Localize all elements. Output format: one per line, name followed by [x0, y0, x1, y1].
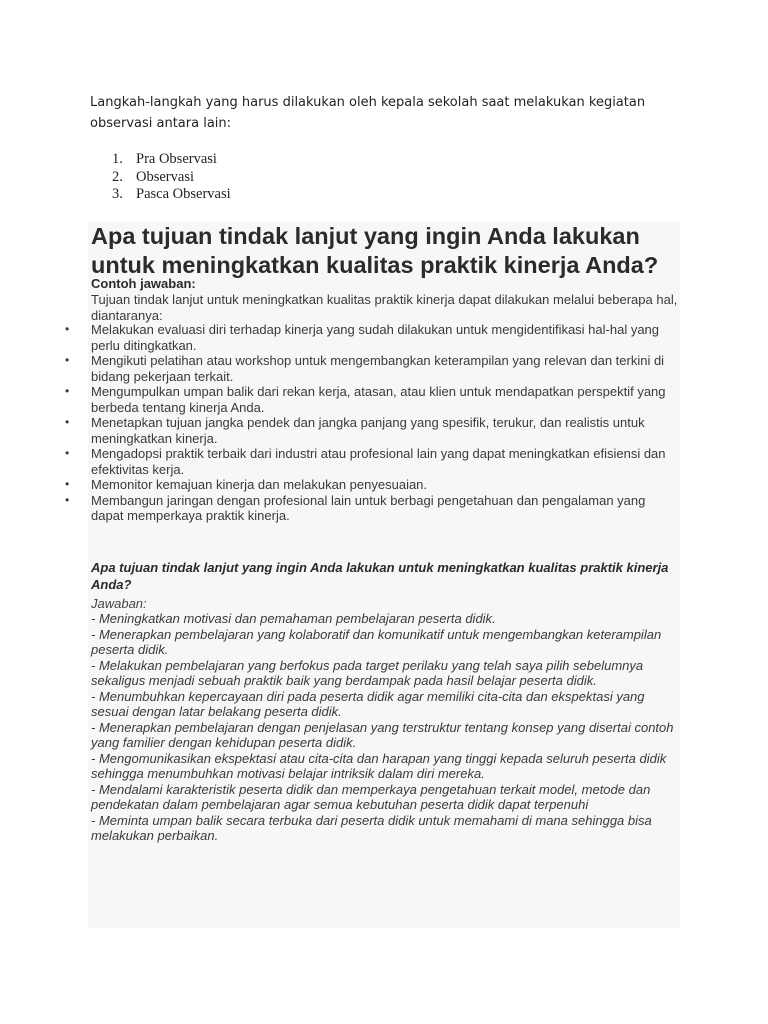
section2-answer-label: Jawaban:: [91, 596, 147, 611]
bullet-icon: •: [65, 477, 70, 491]
list-item: [65, 477, 681, 493]
bullet-text: Membangun jaringan dengan profesional lain untuk berbagi pengetahuan dan pengalaman yang dapat memperkaya praktik kinerja.: [91, 492, 646, 523]
step-text: Pra Observasi: [136, 151, 217, 167]
bullet-text: Mengumpulkan umpan balik dari rekan kerja, atasan, atau klien untuk mendapatkan perspektif yang berbeda tentang kinerja Anda.: [91, 384, 666, 415]
bullet-text: Melakukan evaluasi diri terhadap kinerja yang sudah dilakukan untuk mengidentifikasi hal-hal yang perlu ditingkatkan.: [91, 322, 660, 353]
section1-intro: Tujuan tindak lanjut untuk meningkatkan kualitas praktik kinerja dapat dilakukan melalui beberapa hal, diantaranya:: [91, 292, 678, 323]
list-item: [112, 186, 231, 204]
bullet-icon: •: [65, 446, 70, 460]
bullet-text: Menetapkan tujuan jangka pendek dan jangka panjang yang spesifik, terukur, dan realistis untuk meningkatkan kinerja.: [91, 415, 645, 446]
section2-heading: Apa tujuan tindak lanjut yang ingin Anda lakukan untuk meningkatkan kualitas praktik kinerja Anda?: [91, 560, 669, 592]
step-text: Observasi: [136, 168, 194, 185]
list-item: [65, 492, 681, 524]
section1-answer-label: Contoh jawaban:: [91, 276, 196, 291]
list-item: [65, 353, 681, 384]
list-item: - Meningkatkan motivasi dan pemahaman pembelajaran peserta didik.: [91, 611, 496, 626]
step-text: Pasca Observasi: [136, 186, 231, 202]
list-item: - Menerapkan pembelajaran yang kolaboratif dan komunikatif untuk mengembangkan keterampilan peserta didik.: [91, 626, 662, 657]
section2-answer-list: [91, 611, 683, 844]
list-item: - Mengomunikasikan ekspektasi atau cita-cita dan harapan yang tinggi kepada seluruh peserta didik sehingga menumbuhkan motivasi belajar intriksik dalam diri mereka.: [91, 750, 667, 781]
list-item: - Melakukan pembelajaran yang berfokus pada target perilaku yang telah saya pilih sebelumnya sekaligus menjadi sebuah praktik baik yang berdampak pada hasil belajar peserta didik.: [91, 657, 644, 688]
step-number: 2.: [112, 168, 123, 185]
list-item: [65, 415, 681, 446]
list-item: [65, 446, 681, 477]
bullet-text: Memonitor kemajuan kinerja dan melakukan penyesuaian.: [91, 477, 428, 492]
list-item: - Meminta umpan balik secara terbuka dari peserta didik untuk memahami di mana sehingga bisa melakukan perbaikan.: [91, 812, 652, 843]
bullet-icon: •: [65, 353, 70, 367]
list-item: [65, 384, 681, 415]
list-item: - Menerapkan pembelajaran dengan penjelasan yang terstruktur tentang konsep yang disertai contoh yang familier dengan kehidupan peserta didik.: [91, 719, 674, 750]
bullet-icon: •: [65, 384, 70, 398]
bullet-text: Mengikuti pelatihan atau workshop untuk mengembangkan keterampilan yang relevan dan terkini di bidang pekerjaan terkait.: [91, 353, 665, 384]
observation-steps-list: [112, 151, 231, 204]
list-item: [112, 151, 231, 169]
step-number: 1.: [112, 151, 123, 167]
step-number: 3.: [112, 186, 123, 202]
bullet-icon: •: [65, 415, 70, 429]
list-item: - Mendalami karakteristik peserta didik dan memperkaya pengetahuan terkait model, metode dan pendekatan dalam pembelajaran agar semua kebutuhan peserta didik dapat terpenuhi: [91, 781, 651, 812]
list-item: - Menumbuhkan kepercayaan diri pada peserta didik agar memiliki cita-cita dan ekspektasi yang sesuai dengan latar belakang peserta didik.: [91, 688, 645, 719]
section1-heading: Apa tujuan tindak lanjut yang ingin Anda lakukan untuk meningkatkan kualitas praktik kinerja Anda?: [91, 223, 659, 278]
section1-bullet-list: [65, 322, 681, 524]
intro-paragraph: Langkah-langkah yang harus dilakukan oleh kepala sekolah saat melakukan kegiatan observasi antara lain:: [90, 95, 646, 131]
bullet-icon: •: [65, 492, 70, 507]
list-item: [65, 322, 681, 353]
bullet-text: Mengadopsi praktik terbaik dari industri atau profesional lain yang dapat meningkatkan efisiensi dan efektivitas kerja.: [91, 446, 666, 477]
bullet-icon: •: [65, 322, 70, 336]
list-item: [112, 169, 231, 187]
